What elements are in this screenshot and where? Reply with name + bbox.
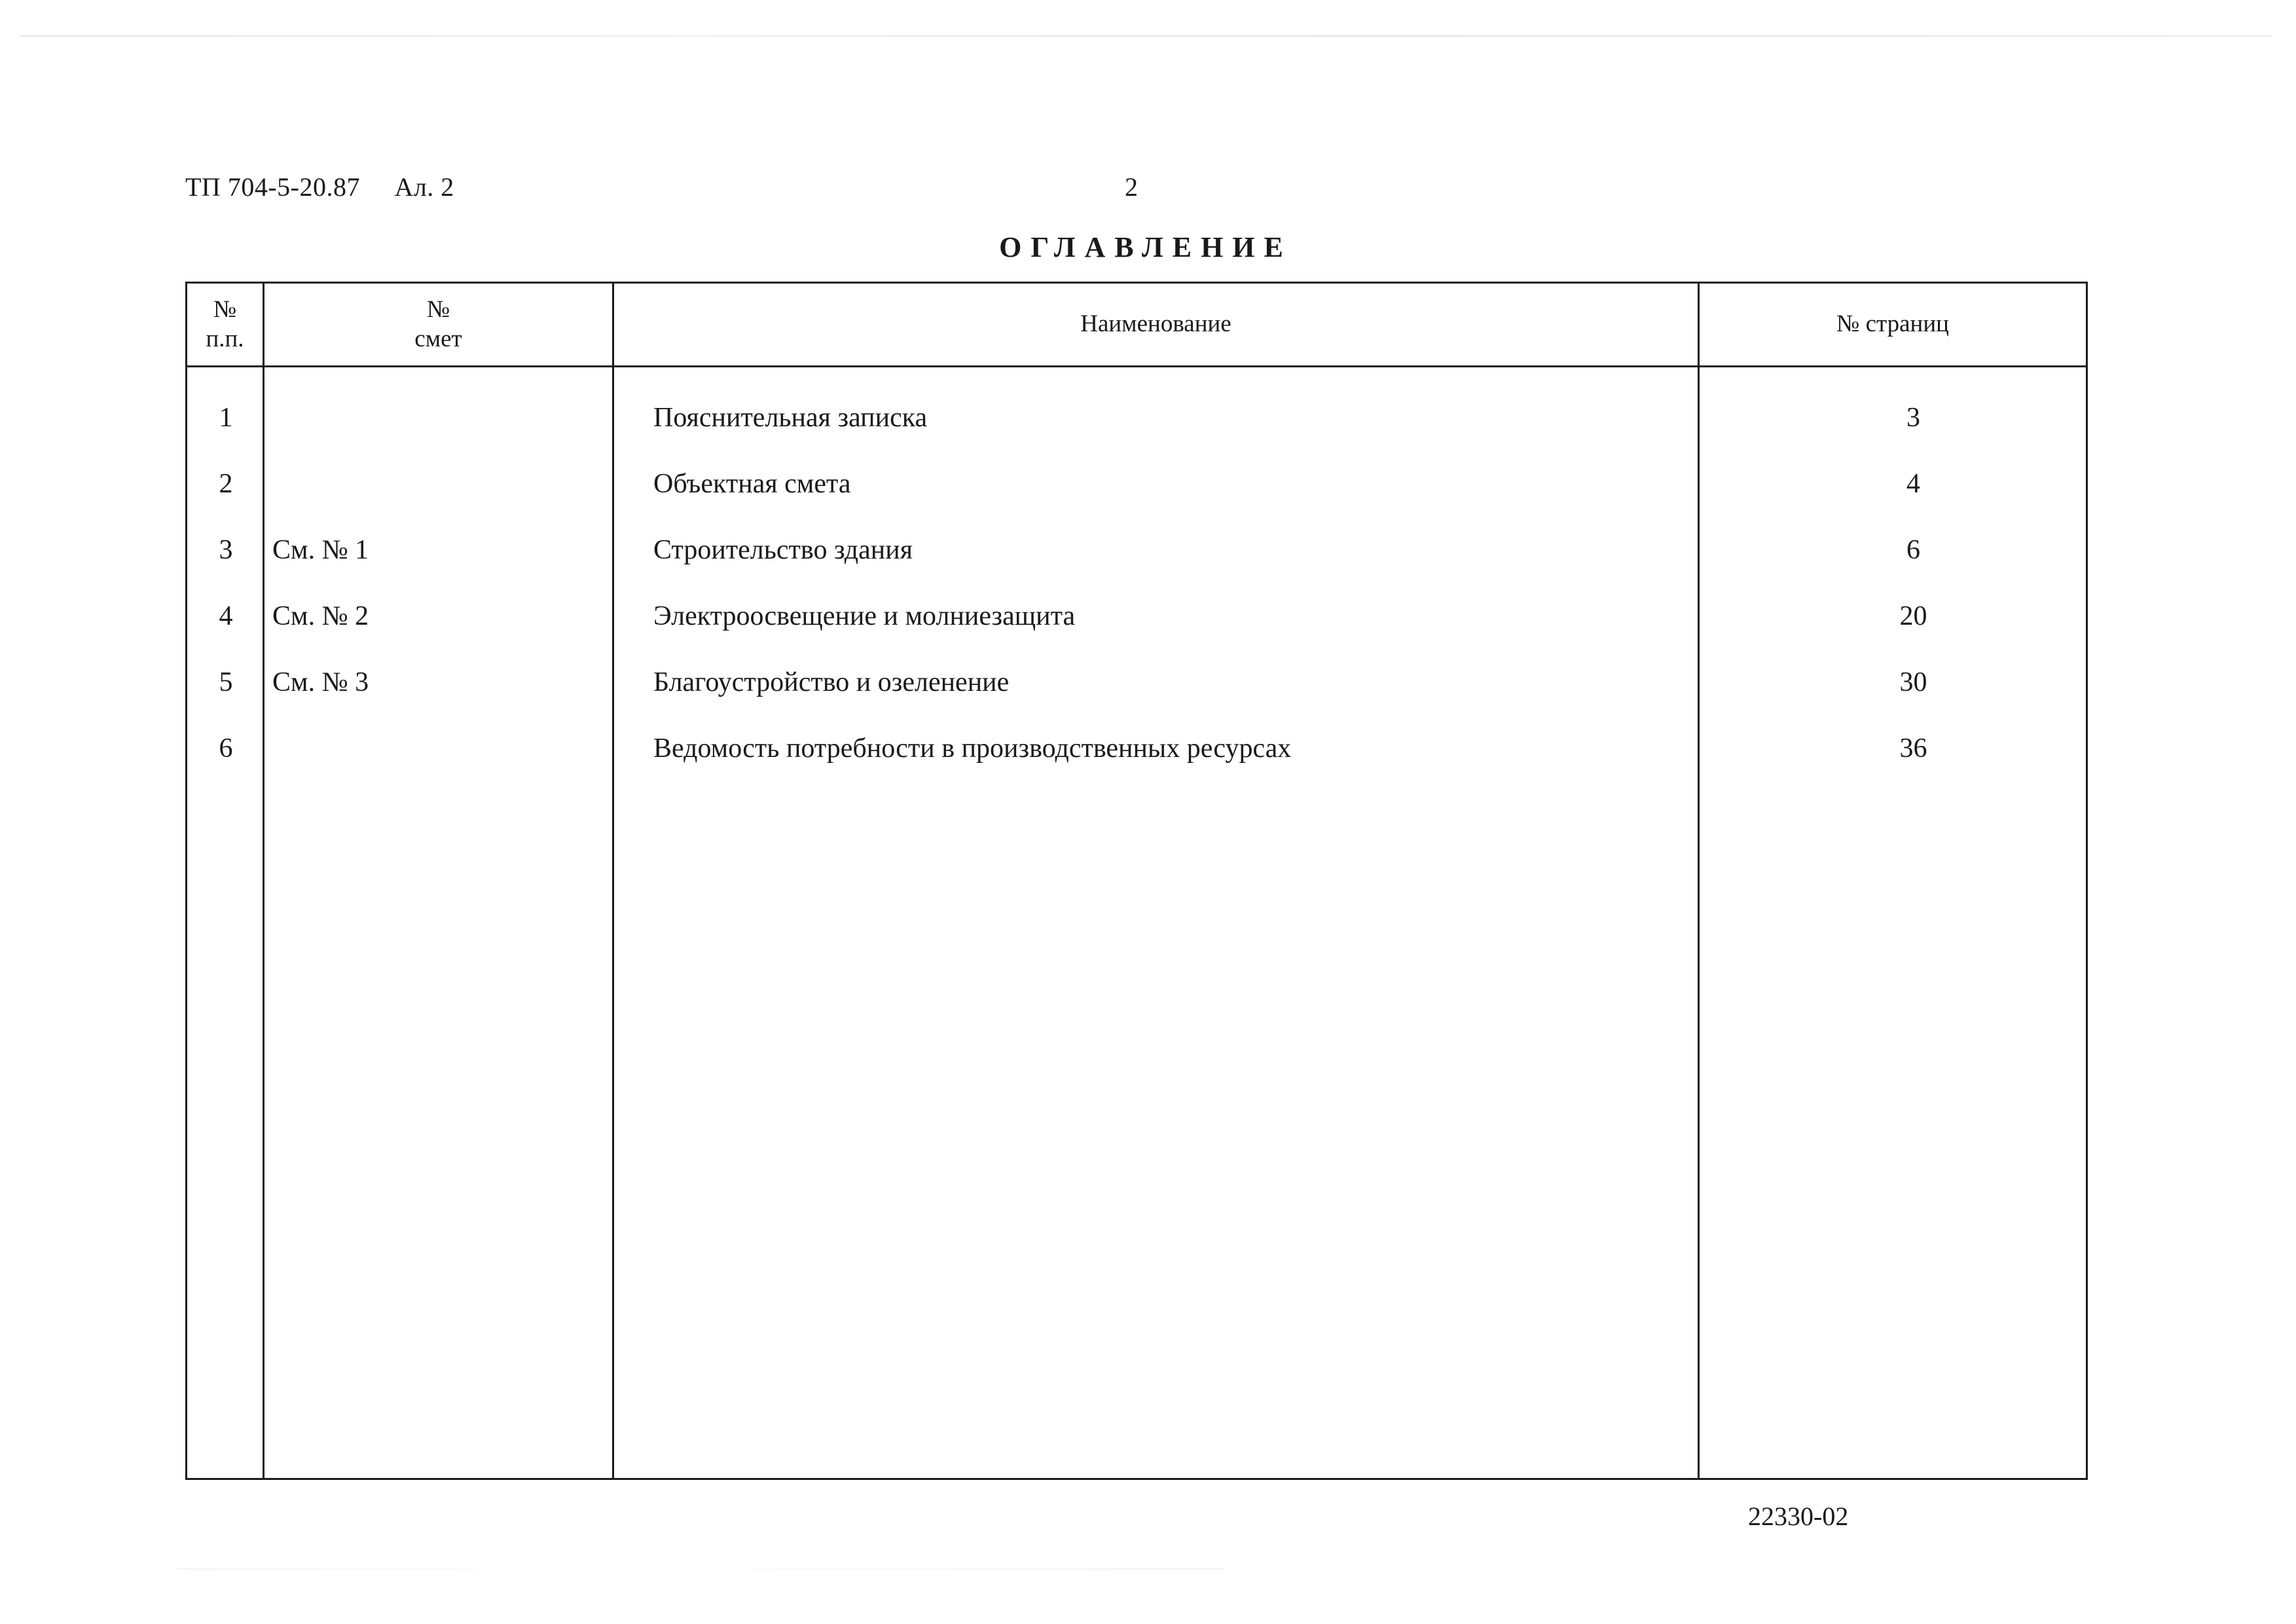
row-name: Благоустройство и озеленение	[653, 667, 1010, 697]
column-header-number-line1: №	[213, 296, 237, 323]
row-number: 1	[219, 403, 233, 433]
table-row	[187, 451, 2086, 517]
row-estimate: См. № 3	[272, 667, 369, 697]
row-estimate	[272, 716, 613, 781]
row-number: 3	[219, 535, 233, 565]
table-row	[187, 385, 2086, 451]
table-row	[187, 716, 2086, 781]
footer-code: 22330-02	[1748, 1502, 1849, 1531]
row-page: 6	[1906, 535, 1920, 565]
column-header-estimate-line1: №	[426, 296, 450, 323]
row-estimate: См. № 1	[272, 535, 369, 565]
document-code: ТП 704-5-20.87 Ал. 2	[185, 172, 454, 202]
scan-artifact-line	[177, 1568, 1224, 1570]
scan-artifact-line	[20, 35, 2272, 37]
page-number: 2	[1125, 172, 1138, 202]
row-page: 3	[1906, 403, 1920, 433]
table-row	[187, 583, 2086, 649]
row-estimate: См. № 2	[272, 601, 369, 631]
row-name: Строительство здания	[653, 535, 913, 565]
column-header-estimate-line2: смет	[414, 325, 462, 352]
column-header-number	[187, 284, 263, 365]
column-header-estimate	[264, 284, 612, 365]
row-name: Объектная смета	[653, 469, 851, 499]
table-row	[187, 650, 2086, 715]
row-number: 6	[219, 733, 233, 764]
row-number: 2	[219, 469, 233, 499]
row-estimate	[272, 385, 613, 451]
row-name: Ведомость потребности в производственных ресурсах	[653, 733, 1292, 764]
row-estimate	[272, 451, 613, 517]
row-number: 5	[219, 667, 233, 697]
column-header-name: Наименование	[1080, 310, 1231, 338]
column-header-pages: № страниц	[1836, 310, 1949, 338]
row-page: 30	[1899, 667, 1927, 697]
table-of-contents	[185, 282, 2088, 1480]
row-name: Электроосвещение и молниезащита	[653, 601, 1076, 631]
row-page: 20	[1899, 601, 1927, 631]
header-divider	[187, 365, 2086, 367]
row-number: 4	[219, 601, 233, 631]
column-header-number-line2: п.п.	[206, 325, 244, 352]
row-page: 4	[1906, 469, 1920, 499]
row-page: 36	[1899, 733, 1927, 764]
row-name: Пояснительная записка	[653, 403, 928, 433]
table-row	[187, 517, 2086, 583]
page-title: ОГЛАВЛЕНИЕ	[999, 231, 1292, 263]
